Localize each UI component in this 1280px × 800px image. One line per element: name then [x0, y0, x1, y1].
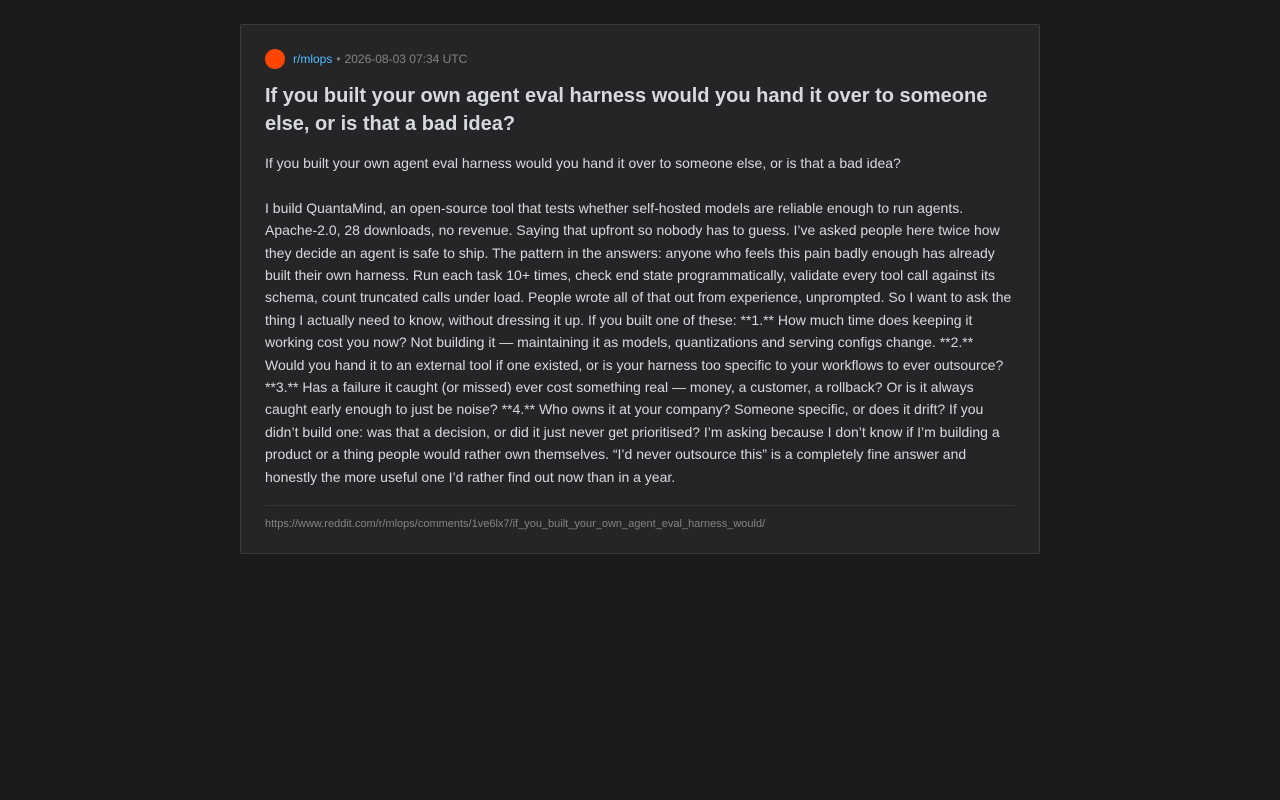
post-timestamp: 2026-08-03 07:34 UTC: [344, 52, 468, 66]
divider: [265, 505, 1015, 506]
post-body: [265, 152, 1015, 488]
post-meta: [265, 49, 1015, 69]
post-body-paragraph: I build QuantaMind, an open-source tool that tests whether self-hosted models are reliable enough to run agents. Apache-2.0, 28 downloads, no revenue. Saying that upfront so nobody has to guess. I’ve asked people here twice how they decide an agent is safe to ship. The pattern in the answers: anyone who feels this pain badly enough has already built their own harness. Run each task 10+ times, check end state programmatically, validate every tool call against its schema, count truncated calls under load. People wrote all of that out from experience, unprompted. So I want to ask the thing I actually need to know, without dressing it up. If you built one of these: **1.** How much time does keeping it working cost you now? Not building it — maintaining it as models, quantizations and serving configs change. **2.** Would you hand it to an external tool if one existed, or is your harness too specific to your workflows to ever outsource? **3.** Has a failure it caught (or missed) ever cost something real — money, a customer, a rollback? Or is it always caught early enough to just be noise? **4.** Who owns it at your company? Someone specific, or does it drift? If you didn’t build one: was that a decision, or did it just never get prioritised? I’m asking because I don’t know if I’m building a product or a thing people would rather own themselves. “I’d never outsource this” is a completely fine answer and honestly the more useful one I’d rather find out now than in a year.: [265, 199, 1012, 485]
post-url-link[interactable]: https://www.reddit.com/r/mlops/comments/1ve6lx7/if_you_built_your_own_agent_eval_harness_would/: [265, 518, 766, 531]
post-title[interactable]: If you built your own agent eval harness would you hand it over to someone else, or is that a bad idea?: [265, 85, 988, 135]
subreddit-link[interactable]: r/mlops: [293, 52, 333, 66]
meta-separator: •: [336, 52, 341, 66]
post-body-paragraph: If you built your own agent eval harness would you hand it over to someone else, or is that a bad idea?: [265, 155, 901, 171]
subreddit-icon[interactable]: [265, 49, 285, 69]
post-card: [240, 24, 1040, 554]
